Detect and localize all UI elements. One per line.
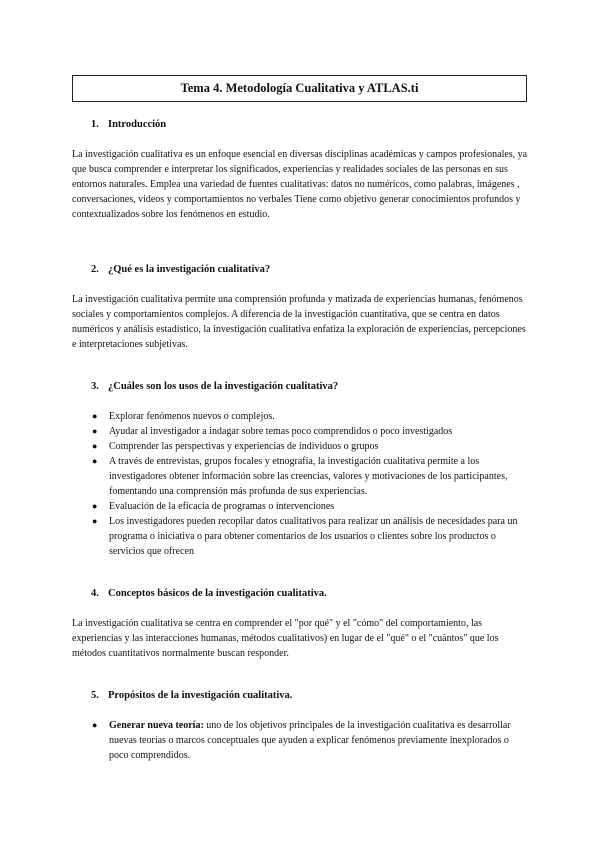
section-3-list	[92, 409, 530, 559]
list-item	[92, 499, 530, 514]
list-item-text: Comprender las perspectivas y experiencias de individuos o grupos	[109, 441, 379, 452]
bullet-icon: ●	[92, 456, 98, 466]
paragraph-text: La investigación cualitativa es un enfoque esencial en diversas disciplinas académicas y campos profesionales, ya que busca comprender e interpretar los significados, experiencias y realidades sociales de las personas en sus entornos naturales. Emplea una variedad de fuentes cualitativas: datos no numéricos, como palabras, imágenes , conversaciones, videos y comportamientos no verbales Tiene como objetivo generar conocimientos profundos y contextualizados sobre los fenómenos en estudio.	[72, 149, 528, 220]
section-title: Conceptos básicos de la investigación cualitativa.	[108, 588, 327, 599]
bullet-icon: ●	[92, 411, 98, 421]
document-title: Tema 4. Metodología Cualitativa y ATLAS.ti	[72, 75, 527, 102]
list-item	[92, 424, 530, 439]
section-5-list	[92, 718, 530, 763]
bullet-icon: ●	[92, 441, 98, 451]
section-title: ¿Qué es la investigación cualitativa?	[108, 264, 271, 275]
bullet-icon: ●	[92, 501, 98, 511]
section-number: 3.	[91, 381, 99, 392]
list-item	[92, 514, 530, 559]
list-item	[92, 718, 530, 763]
section-3-heading	[91, 381, 338, 392]
section-number: 2.	[91, 264, 99, 275]
bullet-icon: ●	[92, 426, 98, 436]
section-5-heading	[91, 690, 292, 701]
paragraph-text: La investigación cualitativa se centra en comprender el "por qué" y el "cómo" del comportamiento, las experiencias y las interacciones humanas, métodos cualitativos) en lugar de el "qué" o el "cuántos" que los métodos cuantitativos normalmente buscan responder.	[72, 618, 499, 659]
list-item-text: Evaluación de la eficacia de programas o intervenciones	[109, 501, 335, 512]
section-title: Introducción	[108, 119, 167, 130]
section-2-paragraph	[72, 292, 530, 352]
section-4-heading	[91, 588, 327, 599]
list-item	[92, 454, 530, 499]
list-item-text: uno de los objetivos principales de la investigación cualitativa es desarrollar nuevas teorías o marcos conceptuales que ayuden a explicar fenómenos previamente inexplorados o poco comprendidos.	[109, 720, 511, 761]
section-title: ¿Cuáles son los usos de la investigación cualitativa?	[108, 381, 339, 392]
bullet-icon: ●	[92, 516, 98, 526]
list-item-text: Los investigadores pueden recopilar datos cualitativos para realizar un análisis de necesidades para un programa o iniciativa o para obtener comentarios de los usuarios o clientes sobre los productos o servicios que ofrecen	[109, 516, 518, 557]
bullet-icon: ●	[92, 720, 98, 730]
list-item-text: A través de entrevistas, grupos focales y etnografía, la investigación cualitativa permite a los investigadores obtener información sobre las creencias, valores y motivaciones de los participantes, fomentando una comprensión más profunda de sus experiencias.	[109, 456, 508, 497]
section-1-heading	[91, 119, 166, 130]
section-number: 4.	[91, 588, 99, 599]
section-number: 1.	[91, 119, 99, 130]
list-item-text: Explorar fenómenos nuevos o complejos.	[109, 411, 275, 422]
section-4-paragraph	[72, 616, 530, 661]
section-2-heading	[91, 264, 270, 275]
section-number: 5.	[91, 690, 99, 701]
section-title: Propósitos de la investigación cualitativa.	[108, 690, 293, 701]
list-item-term: Generar nueva teoría:	[109, 720, 204, 731]
list-item	[92, 409, 530, 424]
list-item	[92, 439, 530, 454]
paragraph-text: La investigación cualitativa permite una comprensión profunda y matizada de experiencias humanas, fenómenos sociales y comportamientos complejos. A diferencia de la investigación cuantitativa, que se centra en datos numéricos y análisis estadístico, la investigación cualitativa enfatiza la exploración de experiencias, percepciones e interpretaciones subjetivas.	[72, 294, 526, 350]
list-item-text: Ayudar al investigador a indagar sobre temas poco comprendidos o poco investigados	[109, 426, 453, 437]
section-1-paragraph	[72, 147, 530, 222]
